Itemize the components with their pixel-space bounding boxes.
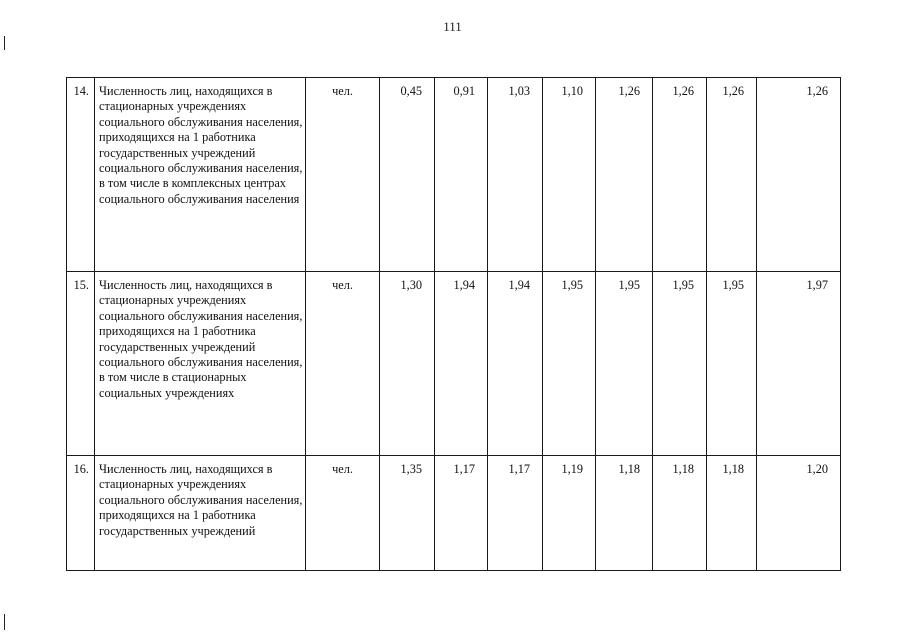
unit-cell: чел.	[306, 78, 380, 272]
row-number: 16.	[67, 456, 95, 571]
value-cell: 1,94	[488, 272, 543, 456]
scan-edge-mark	[4, 36, 5, 50]
value-cell: 1,18	[653, 456, 707, 571]
indicator-description: Численность лиц, находящихся в стационарных учреждениях социального обслуживания населения, приходящихся на 1 работника государственных учреждений социального обслуживания населения, в том числе в комплексных центрах социального обслуживания населения	[95, 78, 306, 272]
value-cell: 1,26	[757, 78, 841, 272]
value-cell: 1,26	[596, 78, 653, 272]
value-cell: 1,10	[543, 78, 596, 272]
value-cell: 0,45	[380, 78, 435, 272]
table-body	[67, 78, 841, 571]
value-cell: 1,97	[757, 272, 841, 456]
value-cell: 1,26	[707, 78, 757, 272]
row-number: 14.	[67, 78, 95, 272]
value-cell: 1,03	[488, 78, 543, 272]
value-cell: 1,30	[380, 272, 435, 456]
indicator-description: Численность лиц, находящихся в стационарных учреждениях социального обслуживания населения, приходящихся на 1 работника государственных учреждений	[95, 456, 306, 571]
value-cell: 0,91	[435, 78, 488, 272]
value-cell: 1,20	[757, 456, 841, 571]
value-cell: 1,17	[435, 456, 488, 571]
value-cell: 1,26	[653, 78, 707, 272]
value-cell: 1,95	[543, 272, 596, 456]
page-number: 111	[443, 19, 462, 34]
unit-cell: чел.	[306, 272, 380, 456]
table-row	[67, 456, 841, 571]
value-cell: 1,94	[435, 272, 488, 456]
value-cell: 1,95	[653, 272, 707, 456]
unit-cell: чел.	[306, 456, 380, 571]
value-cell: 1,95	[596, 272, 653, 456]
value-cell: 1,18	[707, 456, 757, 571]
value-cell: 1,19	[543, 456, 596, 571]
table-row	[67, 78, 841, 272]
table-row	[67, 272, 841, 456]
value-cell: 1,17	[488, 456, 543, 571]
indicator-table	[66, 77, 841, 571]
indicator-description: Численность лиц, находящихся в стационарных учреждениях социального обслуживания населения, приходящихся на 1 работника государственных учреждений социального обслуживания населения, в том числе в стационарных социальных учреждениях	[95, 272, 306, 456]
value-cell: 1,35	[380, 456, 435, 571]
row-number: 15.	[67, 272, 95, 456]
value-cell: 1,95	[707, 272, 757, 456]
value-cell: 1,18	[596, 456, 653, 571]
scan-edge-mark	[4, 614, 5, 630]
